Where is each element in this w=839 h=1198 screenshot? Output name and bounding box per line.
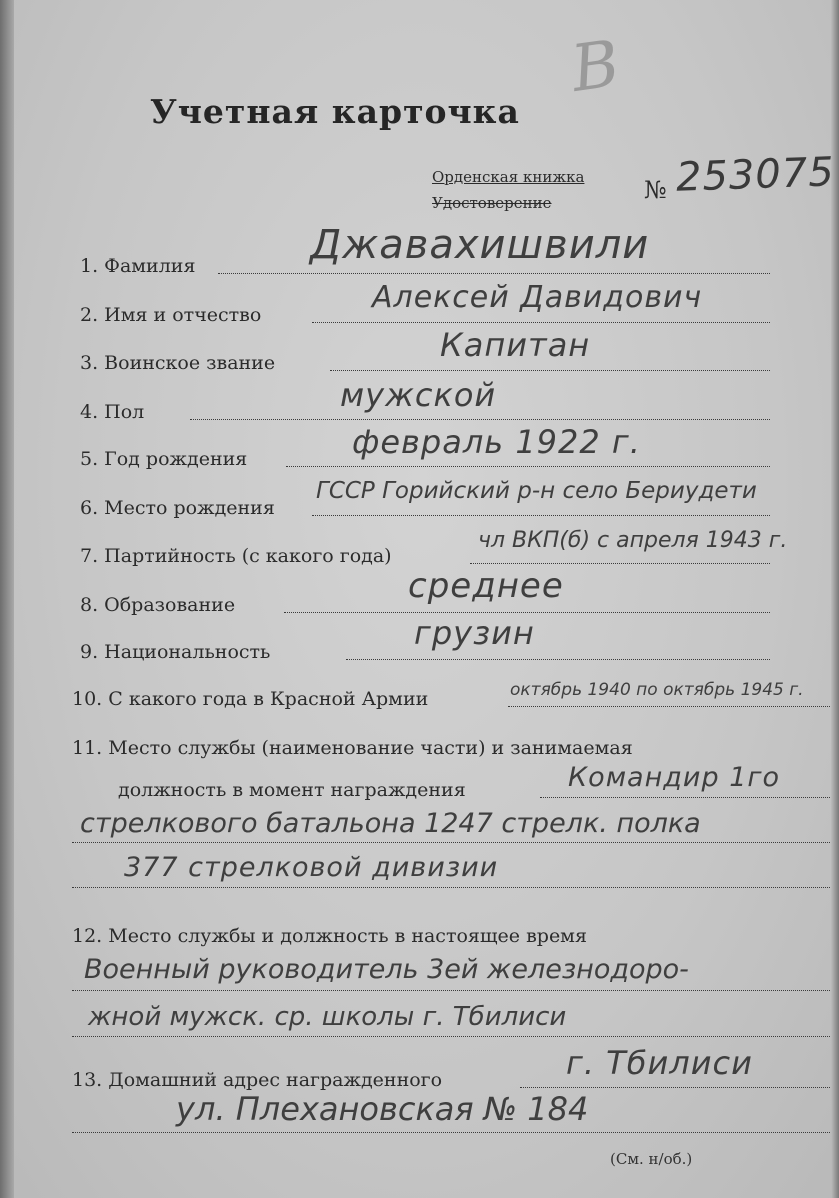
dotted-line	[540, 797, 830, 798]
dotted-line	[286, 466, 770, 467]
field-value-home-address-2: ул. Плехановская № 184	[176, 1090, 589, 1128]
field-value-current-service-2: жной мужск. ср. школы г. Тбилиси	[88, 1002, 567, 1032]
field-value-current-service-1: Военный руководитель 3ей железнодоро-	[84, 954, 689, 985]
field-label-surname: 1. Фамилия	[80, 255, 196, 277]
see-reverse-note: (См. н/об.)	[610, 1150, 693, 1168]
dotted-line	[218, 273, 770, 274]
field-value-sex: мужской	[340, 376, 497, 414]
dotted-line	[312, 515, 770, 516]
field-value-nationality: грузин	[414, 614, 535, 652]
paper-edge-left	[0, 0, 14, 1198]
field-label-red-army: 10. С какого года в Красной Армии	[72, 688, 429, 710]
field-label-current-service: 12. Место службы и должность в настоящее время	[72, 925, 587, 947]
field-label-service-place-cont: должность в момент награждения	[118, 779, 466, 801]
field-label-birth-year: 5. Год рождения	[80, 448, 248, 470]
field-label-name: 2. Имя и отчество	[80, 304, 262, 326]
dotted-line	[72, 887, 830, 888]
field-value-education: среднее	[408, 566, 564, 606]
dotted-line	[72, 1036, 830, 1037]
field-label-party: 7. Партийность (с какого года)	[80, 545, 392, 567]
dotted-line	[330, 370, 770, 371]
field-label-rank: 3. Воинское звание	[80, 352, 276, 374]
dotted-line	[190, 419, 770, 420]
field-value-name: Алексей Давидович	[372, 280, 703, 315]
field-value-surname: Джавахишвили	[310, 222, 650, 268]
number-sign: №	[644, 176, 667, 204]
field-label-service-place: 11. Место службы (наименование части) и занимаемая	[72, 737, 633, 759]
field-label-home-address: 13. Домашний адрес награжденного	[72, 1069, 443, 1091]
dotted-line	[520, 1087, 830, 1088]
field-value-rank: Капитан	[440, 326, 591, 364]
field-value-service-place-3: 377 стрелковой дивизии	[124, 852, 499, 883]
dotted-line	[72, 842, 830, 843]
dotted-line	[72, 990, 830, 991]
dotted-line	[346, 659, 770, 660]
dotted-line	[470, 563, 770, 564]
field-value-red-army: октябрь 1940 по октябрь 1945 г.	[510, 680, 804, 700]
doc-type-orden: Орденская книжка	[432, 168, 585, 186]
card-title: Учетная карточка	[150, 92, 520, 131]
dotted-line	[508, 706, 830, 707]
order-book-number: 253075	[675, 149, 836, 201]
dotted-line	[312, 322, 770, 323]
field-value-home-address-1: г. Тбилиси	[566, 1044, 753, 1082]
doc-type-udostoverenie: Удостоверение	[432, 194, 552, 212]
field-value-birth-year: февраль 1922 г.	[352, 423, 641, 461]
field-value-service-place-1: Командир 1го	[568, 762, 781, 793]
field-label-education: 8. Образование	[80, 594, 236, 616]
field-value-birthplace: ГССР Горийский р-н село Бериудети	[316, 478, 757, 504]
corner-pencil-mark: В	[567, 27, 624, 107]
dotted-line	[72, 1132, 830, 1133]
field-label-sex: 4. Пол	[80, 401, 145, 423]
field-label-birthplace: 6. Место рождения	[80, 497, 275, 519]
field-value-service-place-2: стрелкового батальона 1247 стрелк. полка	[80, 808, 701, 839]
field-value-party: чл ВКП(б) с апреля 1943 г.	[478, 528, 788, 553]
field-label-nationality: 9. Национальность	[80, 641, 271, 663]
dotted-line	[284, 612, 770, 613]
